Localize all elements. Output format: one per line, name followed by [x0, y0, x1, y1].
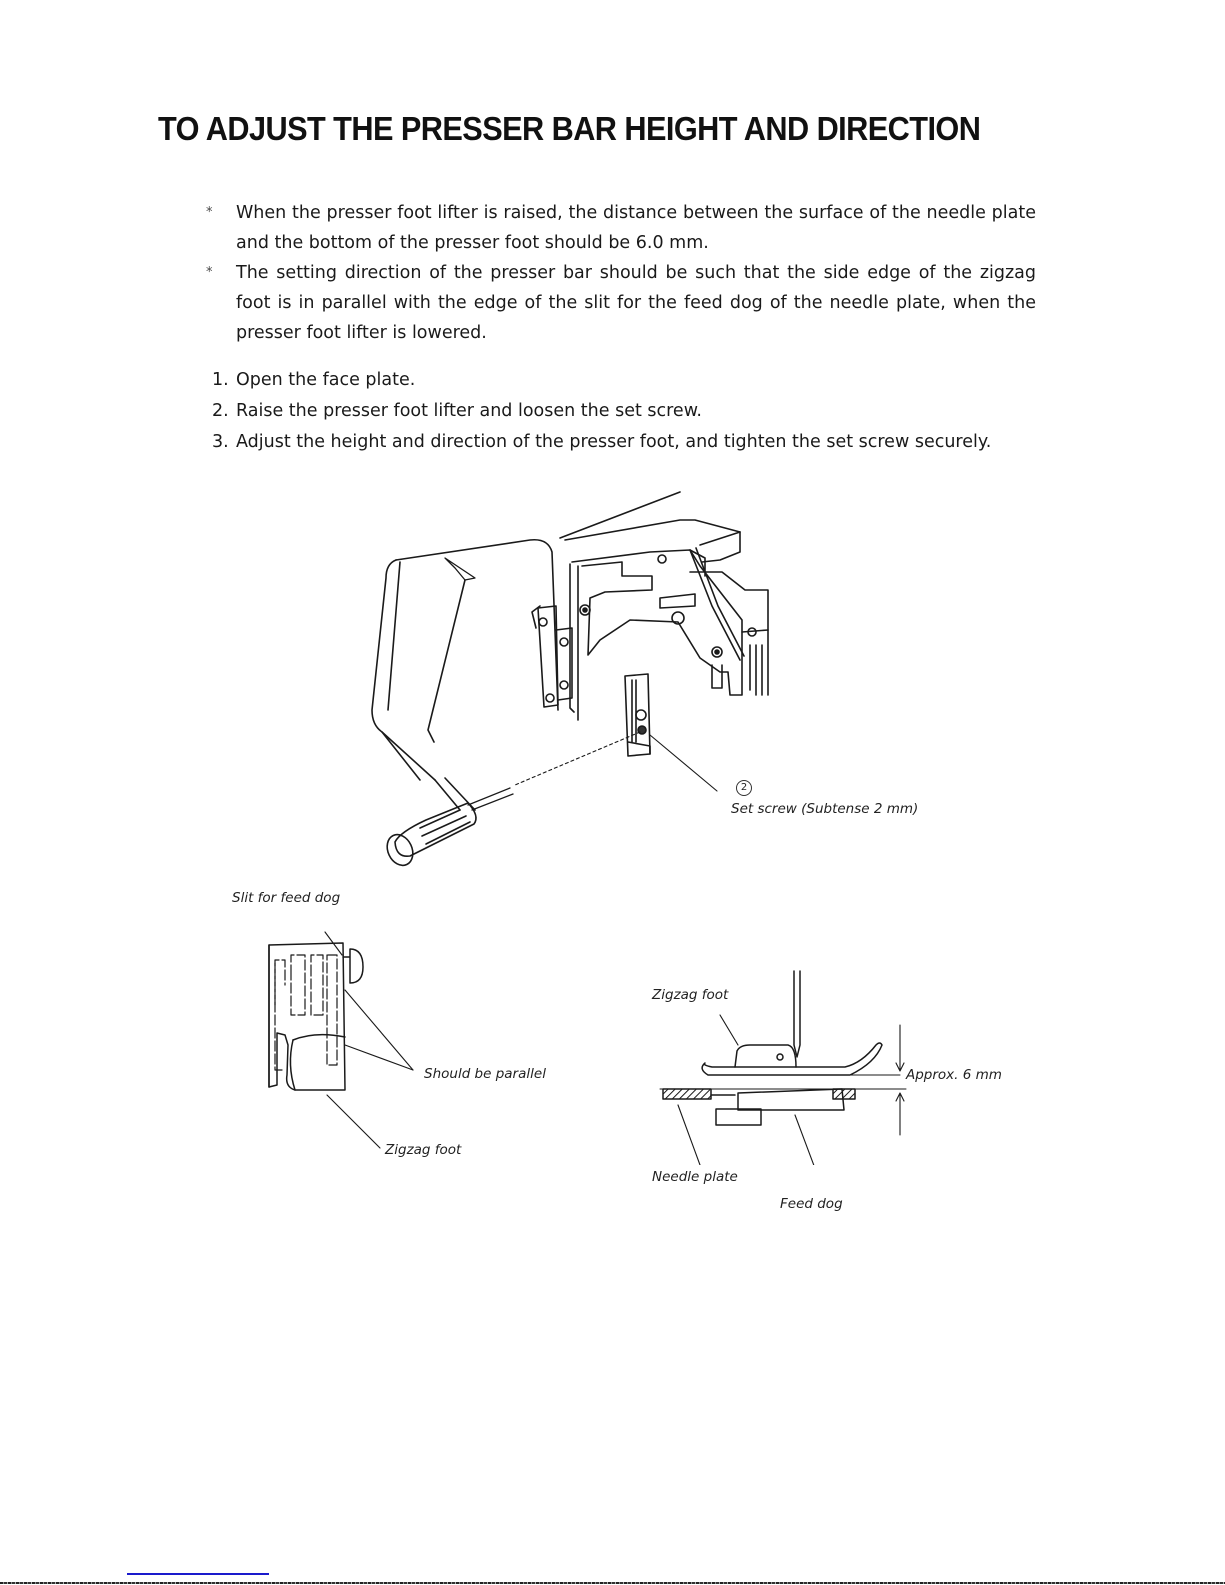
step-number: 1. [212, 370, 229, 390]
zigzag-foot-side-label: Zigzag foot [652, 987, 729, 1003]
approx-6mm-label: Approx. 6 mm [906, 1067, 1002, 1083]
note-item [206, 258, 1036, 348]
footer-link-underline[interactable] [127, 1573, 269, 1575]
note-text: The setting direction of the presser bar should be such that the side edge of the zigzag foot is in parallel with the edge of the slit for the feed dog of the needle plate, when the presser foot lifter is lowered. [236, 263, 1036, 343]
needle-plate-label: Needle plate [652, 1169, 738, 1185]
note-item [206, 198, 1036, 258]
step-item [212, 427, 1042, 458]
note-text: When the presser foot lifter is raised, the distance between the surface of the needle plate and the bottom of the presser foot should be 6.0 mm. [236, 203, 1036, 253]
step-item [212, 365, 1042, 396]
set-screw-label: Set screw (Subtense 2 mm) [731, 801, 919, 817]
footer-divider [0, 1582, 1225, 1584]
should-be-parallel-label: Should be parallel [424, 1066, 546, 1082]
callout-number-2: 2 [736, 780, 752, 796]
presser-bar-assembly-figure [360, 480, 780, 870]
step-text: Open the face plate. [236, 370, 416, 390]
step-number: 3. [212, 432, 229, 452]
notes-list [206, 198, 1036, 348]
asterisk-bullet: * [206, 265, 213, 280]
asterisk-bullet: * [206, 205, 213, 220]
machine-head-illustration [360, 480, 780, 870]
zigzag-foot-top-view-figure [255, 915, 425, 1165]
steps-list [212, 365, 1042, 458]
slit-for-feed-dog-label: Slit for feed dog [232, 890, 341, 906]
zigzag-foot-top-illustration [255, 915, 425, 1165]
step-text: Raise the presser foot lifter and loosen the set screw. [236, 401, 702, 421]
step-number: 2. [212, 401, 229, 421]
page-title: TO ADJUST THE PRESSER BAR HEIGHT AND DIRECTION [158, 110, 981, 147]
step-text: Adjust the height and direction of the presser foot, and tighten the set screw securely. [236, 432, 992, 452]
zigzag-foot-label: Zigzag foot [385, 1142, 462, 1158]
feed-dog-label: Feed dog [780, 1196, 843, 1212]
step-item [212, 396, 1042, 427]
